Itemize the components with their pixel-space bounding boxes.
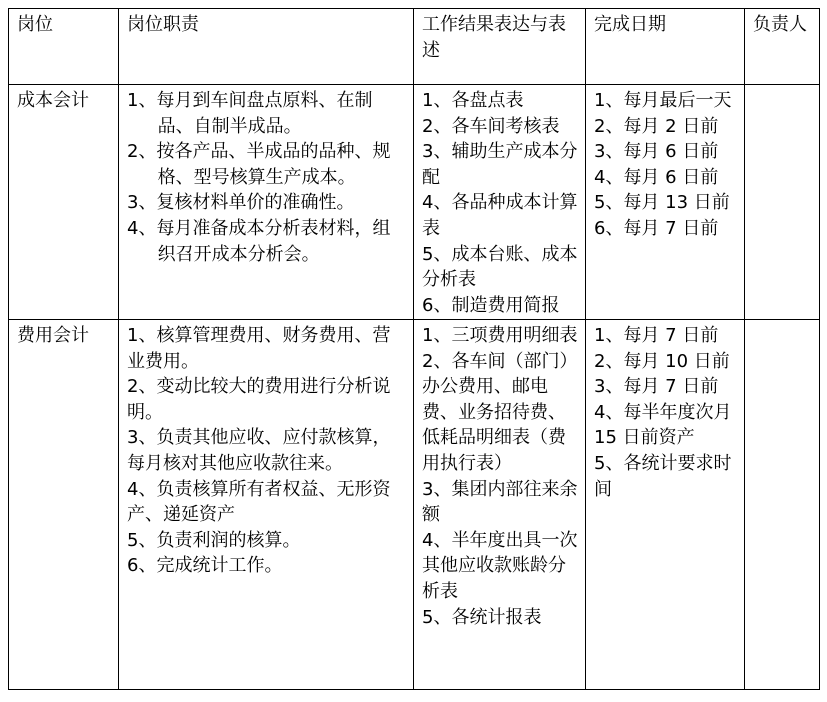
date-item: 5、各统计要求时间 bbox=[594, 452, 732, 500]
date-item: 6、每月 7 日前 bbox=[594, 217, 719, 239]
result-item: 4、各品种成本计算表 bbox=[422, 192, 578, 239]
result-item: 5、成本台账、成本分析表 bbox=[422, 243, 578, 291]
job-duty-table bbox=[8, 8, 820, 690]
duty-item: 5、负责利润的核算。 bbox=[127, 529, 301, 551]
date-item: 2、每月 10 日前 bbox=[594, 350, 730, 372]
table-row bbox=[9, 320, 820, 690]
date-item: 5、每月 13 日前 bbox=[594, 192, 730, 214]
result-item: 3、辅助生产成本分配 bbox=[422, 141, 578, 188]
date-item: 4、每月 6 日前 bbox=[594, 166, 719, 188]
table-header-row bbox=[9, 9, 820, 85]
result-item: 1、三项费用明细表 bbox=[422, 325, 578, 346]
table-row bbox=[9, 85, 820, 320]
duty-item: 4、每月准备成本分析表材料，组织召开成本分析会。 bbox=[127, 217, 391, 265]
results-cell bbox=[414, 85, 586, 320]
duties-cell bbox=[119, 85, 414, 320]
duty-item: 3、复核材料单价的准确性。 bbox=[127, 192, 355, 214]
result-item: 2、各车间考核表 bbox=[422, 115, 560, 137]
date-item: 3、每月 7 日前 bbox=[594, 376, 719, 398]
date-item: 1、每月最后一天 bbox=[594, 90, 732, 111]
result-item: 5、各统计报表 bbox=[422, 606, 542, 628]
duty-item: 1、每月到车间盘点原料、在制品、自制半成品。 bbox=[127, 90, 373, 137]
dates-cell bbox=[586, 85, 745, 320]
duty-item: 4、负责核算所有者权益、无形资产、递延资产 bbox=[127, 478, 391, 526]
dates-cell bbox=[586, 320, 745, 690]
result-item: 4、半年度出具一次其他应收款账龄分析表 bbox=[422, 529, 578, 602]
result-item: 1、各盘点表 bbox=[422, 90, 524, 111]
owner-cell bbox=[745, 85, 820, 320]
header-completion-date: 完成日期 bbox=[586, 9, 745, 85]
result-item: 3、集团内部往来余额 bbox=[422, 478, 578, 526]
duty-item: 6、完成统计工作。 bbox=[127, 555, 283, 577]
result-item: 2、各车间（部门）办公费用、邮电费、业务招待费、低耗品明细表（费用执行表） bbox=[422, 350, 578, 474]
position-cell: 成本会计 bbox=[9, 85, 119, 320]
duty-item: 1、核算管理费用、财务费用、营业费用。 bbox=[127, 325, 391, 372]
duty-item: 3、负责其他应收、应付款核算，每月核对其他应收款往来。 bbox=[127, 427, 391, 474]
date-item: 4、每半年度次月 15 日前资产 bbox=[594, 401, 732, 449]
header-owner: 负责人 bbox=[745, 9, 820, 85]
result-item: 6、制造费用简报 bbox=[422, 294, 560, 316]
header-results: 工作结果表达与表述 bbox=[414, 9, 586, 85]
date-item: 2、每月 2 日前 bbox=[594, 115, 719, 137]
position-cell: 费用会计 bbox=[9, 320, 119, 690]
header-duties: 岗位职责 bbox=[119, 9, 414, 85]
results-cell bbox=[414, 320, 586, 690]
duties-cell bbox=[119, 320, 414, 690]
header-position: 岗位 bbox=[9, 9, 119, 85]
owner-cell bbox=[745, 320, 820, 690]
duty-item: 2、变动比较大的费用进行分析说明。 bbox=[127, 376, 391, 423]
duty-item: 2、按各产品、半成品的品种、规格、型号核算生产成本。 bbox=[127, 141, 391, 188]
date-item: 3、每月 6 日前 bbox=[594, 141, 719, 163]
date-item: 1、每月 7 日前 bbox=[594, 325, 719, 346]
